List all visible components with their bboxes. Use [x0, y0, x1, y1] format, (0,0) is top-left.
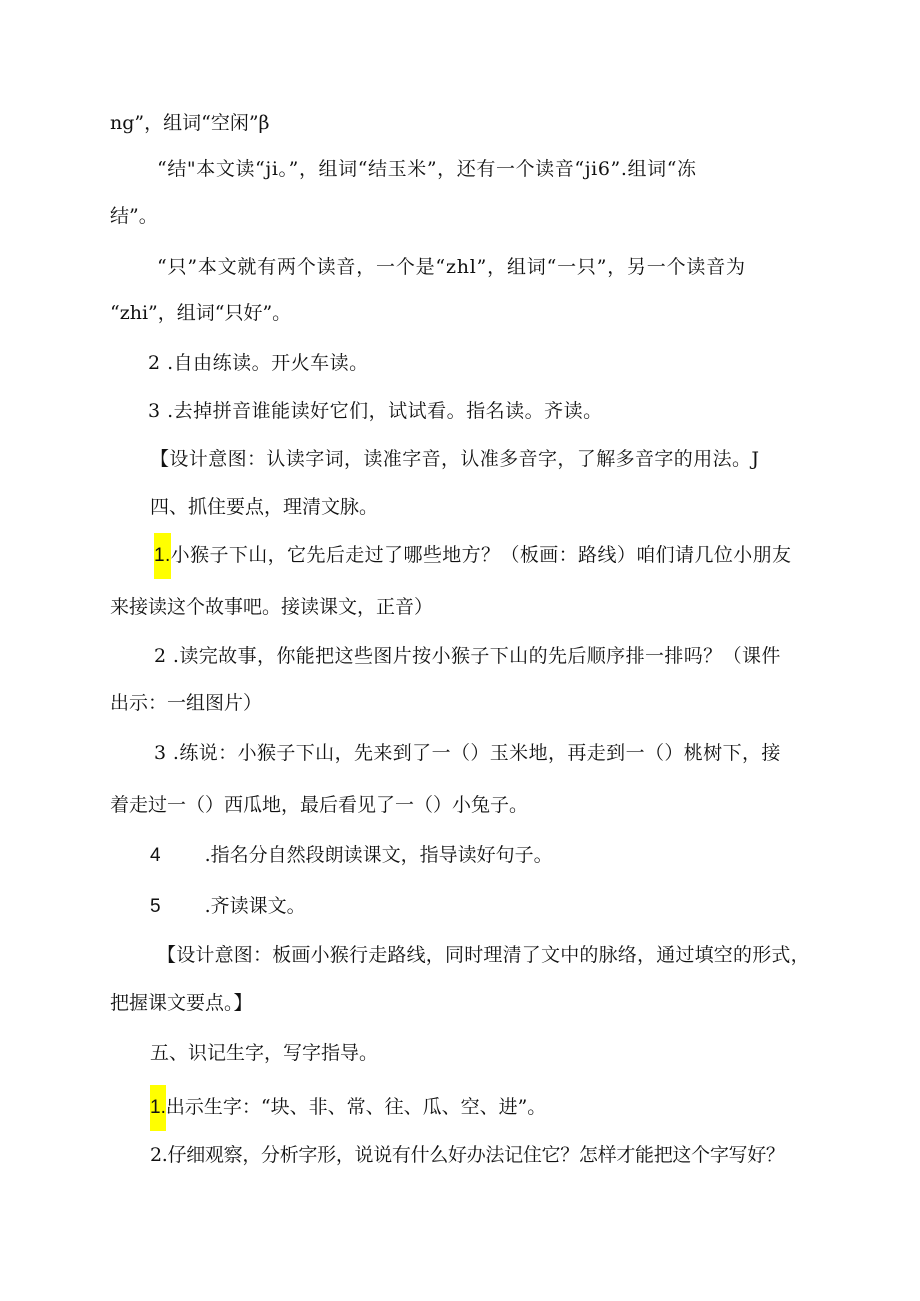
list-item-4 [150, 842, 553, 869]
list-item-text: 出示生字：“块、非、常、往、瓜、空、进”。 [165, 1096, 547, 1118]
list-item-2: 2 .读完故事，你能把这些图片按小猴子下山的先后顺序排一排吗？（课件 [154, 645, 781, 667]
highlighted-number: 1. [154, 533, 171, 579]
list-item-text: 小猴子下山，它先后走过了哪些地方？（板画：路线）咱们请几位小朋友 [170, 544, 792, 566]
list-item-text: .指名分自然段朗读课文，指导读好句子。 [204, 844, 553, 866]
highlighted-number: 1. [150, 1085, 166, 1131]
text-line: 着走过一（）西瓜地，最后看见了一（）小兔子。 [110, 794, 529, 816]
text-line: “zhi”，组词“只好”。 [110, 302, 292, 324]
list-item-1 [154, 542, 791, 579]
text-line: 来接读这个故事吧。接读课文，正音） [110, 596, 434, 618]
list-item-3: 3 .练说：小猴子下山，先来到了一（）玉米地，再走到一（）桃树下，接 [154, 742, 781, 764]
list-item-3: 3 .去掉拼音谁能读好它们，试试看。指名读。齐读。 [148, 400, 603, 422]
list-number: 5 [150, 896, 161, 917]
text-line: 把握课文要点。】 [110, 992, 253, 1014]
text-line: ng”，组词“空闲”β [110, 112, 270, 134]
list-number: 4 [150, 845, 161, 866]
list-item-2: 2.仔细观察，分析字形，说说有什么好办法记住它？怎样才能把这个字写好？ [150, 1144, 785, 1166]
text-line: “结"本文读“ji。”，组词“结玉米”，还有一个读音“ji6”.组词“冻 [157, 158, 697, 180]
design-intent-note: 【设计意图：板画小猴行走路线，同时理清了文中的脉络，通过填空的形式， [157, 944, 810, 966]
list-item-1 [150, 1094, 546, 1131]
list-item-text: .齐读课文。 [204, 895, 306, 917]
section-heading-4: 四、抓住要点，理清文脉。 [150, 496, 379, 518]
section-heading-5: 五、识记生字，写字指导。 [150, 1042, 379, 1064]
text-line: 结”。 [110, 205, 158, 227]
text-line: “只”本文就有两个读音，一个是“zhl”，组词“一只”，另一个读音为 [157, 256, 746, 278]
list-item-5 [150, 893, 306, 920]
text-line: 出示：一组图片） [110, 692, 263, 714]
design-intent-note: 【设计意图：认读字词，读准字音，认准多音字，了解多音字的用法。J [150, 448, 760, 470]
list-item-2: 2 .自由练读。开火车读。 [148, 352, 369, 374]
